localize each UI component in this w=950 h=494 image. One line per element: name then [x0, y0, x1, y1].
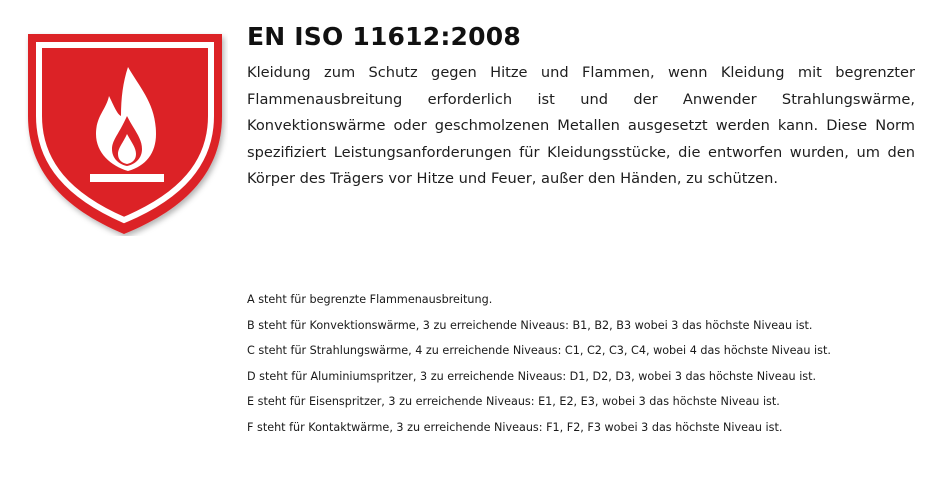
legend-item-e: E steht für Eisenspritzer, 3 zu erreichende Niveaus: E1, E2, E3, wobei 3 das höchste Niveau ist.	[247, 395, 780, 409]
legend-item-a: A steht für begrenzte Flammenausbreitung.	[247, 293, 493, 306]
legend-item-c: C steht für Strahlungswärme, 4 zu erreichende Niveaus: C1, C2, C3, C4, wobei 4 das höchste Niveau ist.	[247, 344, 831, 358]
standard-description: Kleidung zum Schutz gegen Hitze und Flammen, wenn Kleidung mit begrenzter Flammenausbreitung erforderlich ist und der Anwender Strahlungswärme, Konvektionswärme oder geschmolzenen Metallen ausgesetzt werden kann. Diese Norm spezifiziert Leistungsanforderungen für Kleidungsstücke, die entworfen wurden, um den Körper des Trägers vor Hitze und Feuer, außer den Händen, zu schützen.	[247, 64, 915, 188]
legend-item-b: B steht für Konvektionswärme, 3 zu erreichende Niveaus: B1, B2, B3 wobei 3 das höchste Niveau ist.	[247, 318, 813, 332]
legend-item-f: F steht für Kontaktwärme, 3 zu erreichende Niveaus: F1, F2, F3 wobei 3 das höchste Niveau ist.	[247, 420, 783, 434]
flame-shield-icon	[24, 30, 228, 236]
page-title: EN ISO 11612:2008	[247, 22, 521, 51]
code-legend-list	[247, 287, 937, 441]
legend-item-d: D steht für Aluminiumspritzer, 3 zu erreichende Niveaus: D1, D2, D3, wobei 3 das höchste Niveau ist.	[247, 369, 817, 383]
